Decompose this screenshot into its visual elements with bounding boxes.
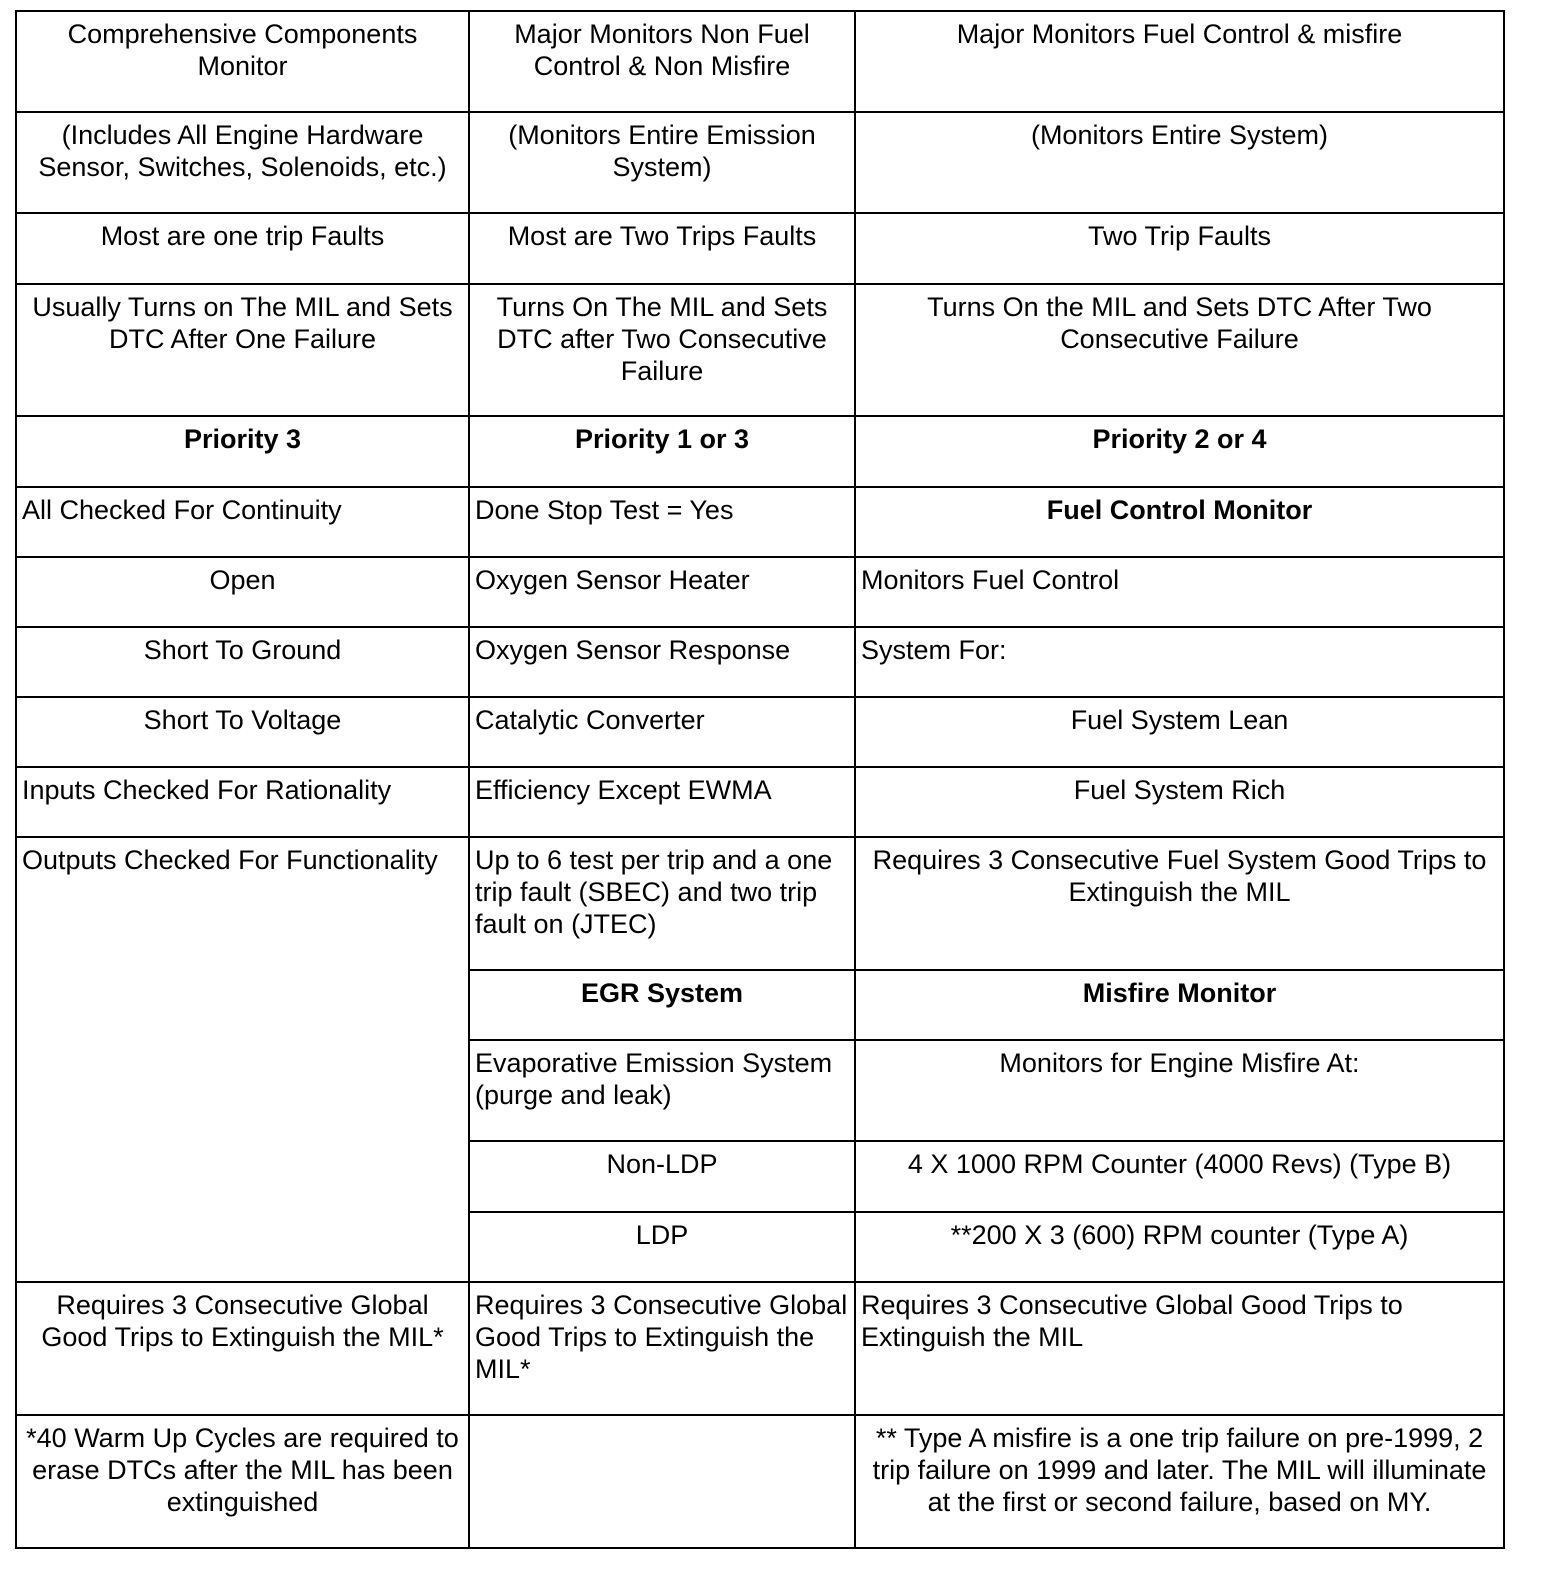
detail-cell: Outputs Checked For Functionality <box>16 837 469 1282</box>
table-row <box>16 557 1504 627</box>
trip-cell: Two Trip Faults <box>855 213 1504 284</box>
trip-cell: Most are Two Trips Faults <box>469 213 855 284</box>
mil-cell: Usually Turns on The MIL and Sets DTC After One Failure <box>16 284 469 416</box>
detail-cell: System For: <box>855 627 1504 697</box>
empty-cell <box>469 1415 855 1548</box>
table-row <box>16 487 1504 557</box>
priority-cell: Priority 2 or 4 <box>855 416 1504 487</box>
detail-cell: Monitors for Engine Misfire At: <box>855 1040 1504 1141</box>
table-row <box>16 1415 1504 1548</box>
header-major-non-fuel: Major Monitors Non Fuel Control & Non Misfire <box>469 11 855 112</box>
footnote-cell: ** Type A misfire is a one trip failure on pre-1999, 2 trip failure on 1999 and later. The MIL will illuminate at the first or second failure, based on MY. <box>855 1415 1504 1548</box>
table-row <box>16 837 1504 970</box>
detail-cell: Misfire Monitor <box>855 970 1504 1040</box>
detail-cell: Fuel System Rich <box>855 767 1504 837</box>
monitor-comparison-table <box>15 10 1505 1549</box>
detail-cell: Catalytic Converter <box>469 697 855 767</box>
detail-cell: Fuel System Lean <box>855 697 1504 767</box>
table-row <box>16 112 1504 213</box>
scope-cell: (Includes All Engine Hardware Sensor, Switches, Solenoids, etc.) <box>16 112 469 213</box>
extinguish-cell: Requires 3 Consecutive Global Good Trips to Extinguish the MIL <box>855 1282 1504 1415</box>
mil-cell: Turns On The MIL and Sets DTC after Two Consecutive Failure <box>469 284 855 416</box>
detail-cell: Short To Ground <box>16 627 469 697</box>
footnote-cell: *40 Warm Up Cycles are required to erase DTCs after the MIL has been extinguished <box>16 1415 469 1548</box>
scope-cell: (Monitors Entire Emission System) <box>469 112 855 213</box>
mil-cell: Turns On the MIL and Sets DTC After Two Consecutive Failure <box>855 284 1504 416</box>
detail-cell: Short To Voltage <box>16 697 469 767</box>
detail-cell: 4 X 1000 RPM Counter (4000 Revs) (Type B) <box>855 1141 1504 1212</box>
scope-cell: (Monitors Entire System) <box>855 112 1504 213</box>
detail-cell: Inputs Checked For Rationality <box>16 767 469 837</box>
detail-cell: All Checked For Continuity <box>16 487 469 557</box>
table-row <box>16 697 1504 767</box>
detail-cell: Done Stop Test = Yes <box>469 487 855 557</box>
detail-cell: Efficiency Except EWMA <box>469 767 855 837</box>
extinguish-cell: Requires 3 Consecutive Global Good Trips to Extinguish the MIL* <box>16 1282 469 1415</box>
detail-cell: Evaporative Emission System (purge and leak) <box>469 1040 855 1141</box>
detail-cell: Up to 6 test per trip and a one trip fault (SBEC) and two trip fault on (JTEC) <box>469 837 855 970</box>
detail-cell: Oxygen Sensor Response <box>469 627 855 697</box>
table-row <box>16 416 1504 487</box>
detail-cell: Oxygen Sensor Heater <box>469 557 855 627</box>
trip-cell: Most are one trip Faults <box>16 213 469 284</box>
detail-cell: Requires 3 Consecutive Fuel System Good Trips to Extinguish the MIL <box>855 837 1504 970</box>
detail-cell: Monitors Fuel Control <box>855 557 1504 627</box>
detail-cell: Non-LDP <box>469 1141 855 1212</box>
extinguish-cell: Requires 3 Consecutive Global Good Trips to Extinguish the MIL* <box>469 1282 855 1415</box>
table-row <box>16 213 1504 284</box>
table-row <box>16 627 1504 697</box>
header-comprehensive-components: Comprehensive Components Monitor <box>16 11 469 112</box>
detail-cell: **200 X 3 (600) RPM counter (Type A) <box>855 1212 1504 1282</box>
table-row <box>16 1282 1504 1415</box>
priority-cell: Priority 3 <box>16 416 469 487</box>
priority-cell: Priority 1 or 3 <box>469 416 855 487</box>
table-row <box>16 284 1504 416</box>
table-row <box>16 11 1504 112</box>
detail-cell: Fuel Control Monitor <box>855 487 1504 557</box>
table-row <box>16 767 1504 837</box>
detail-cell: LDP <box>469 1212 855 1282</box>
detail-cell: EGR System <box>469 970 855 1040</box>
header-major-fuel-misfire: Major Monitors Fuel Control & misfire <box>855 11 1504 112</box>
detail-cell: Open <box>16 557 469 627</box>
